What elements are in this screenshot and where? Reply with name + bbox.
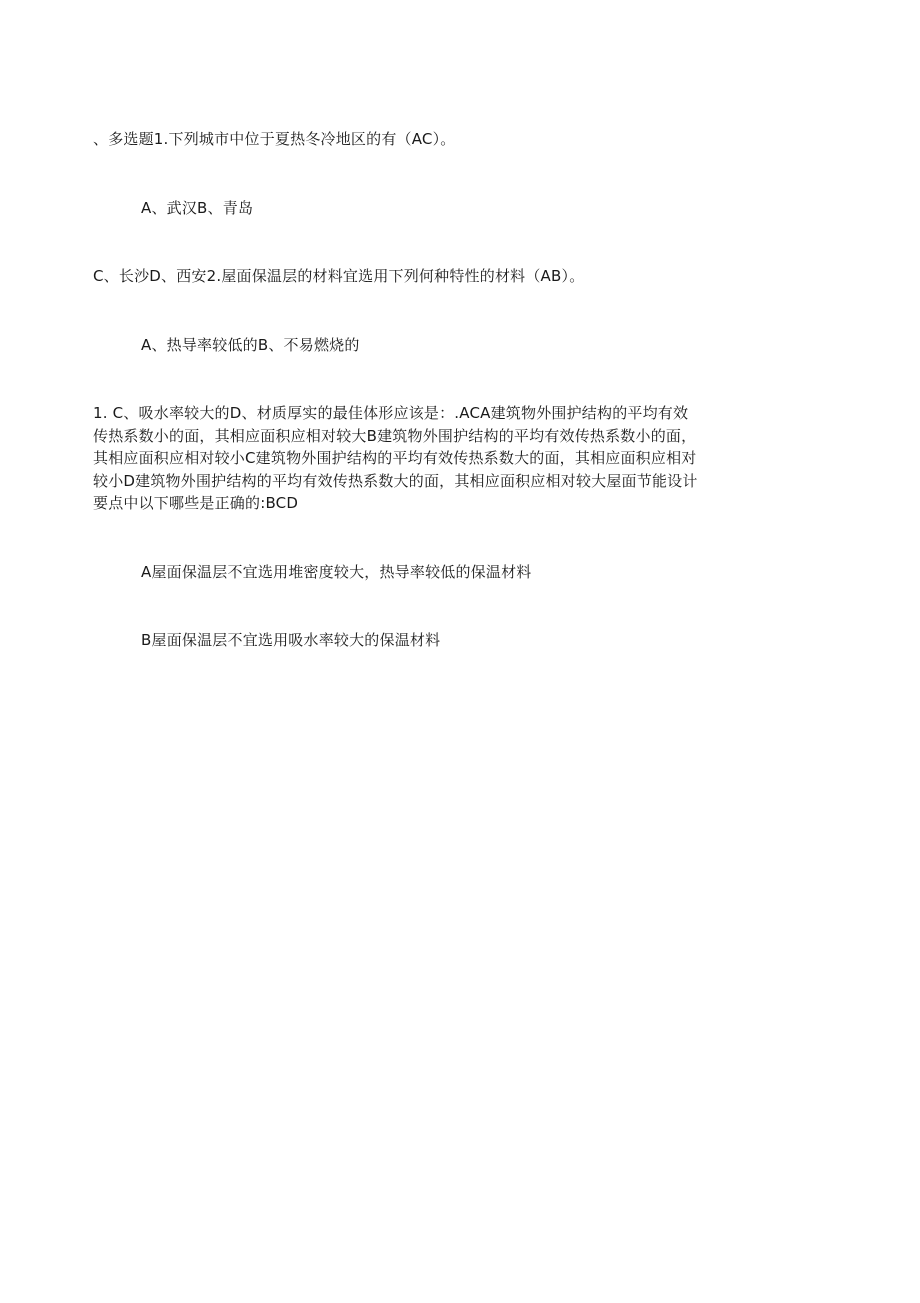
- question-2-line: C、长沙D、西安2.屋面保温层的材料宜选用下列何种特性的材料（AB）。: [93, 267, 585, 285]
- paragraph-line: 较小D建筑物外围护结构的平均有效传热系数大的面，其相应面积应相对较大屋面节能设计: [93, 471, 698, 490]
- paragraph-line: 传热系数小的面，其相应面积应相对较大B建筑物外围护结构的平均有效传热系数小的面，: [93, 426, 697, 445]
- question-3-paragraph: [93, 402, 793, 515]
- option-a-line: A屋面保温层不宜选用堆密度较大，热导率较低的保温材料: [141, 563, 532, 581]
- option-b-line: B屋面保温层不宜选用吸水率较大的保温材料: [141, 631, 441, 649]
- paragraph-line: 其相应面积应相对较小C建筑物外围护结构的平均有效传热系数大的面，其相应面积应相对: [93, 449, 697, 467]
- paragraph-line: 1. C、吸水率较大的D、材质厚实的最佳体形应该是：.ACA建筑物外围护结构的平均有效: [93, 404, 689, 422]
- question-1-options-ab: A、武汉B、青岛: [141, 199, 254, 217]
- question-1-line: 、多选题1.下列城市中位于夏热冬冷地区的有（AC）。: [93, 130, 456, 148]
- paragraph-line: 要点中以下哪些是正确的:BCD: [93, 494, 299, 512]
- question-2-options-ab: A、热导率较低的B、不易燃烧的: [141, 336, 360, 354]
